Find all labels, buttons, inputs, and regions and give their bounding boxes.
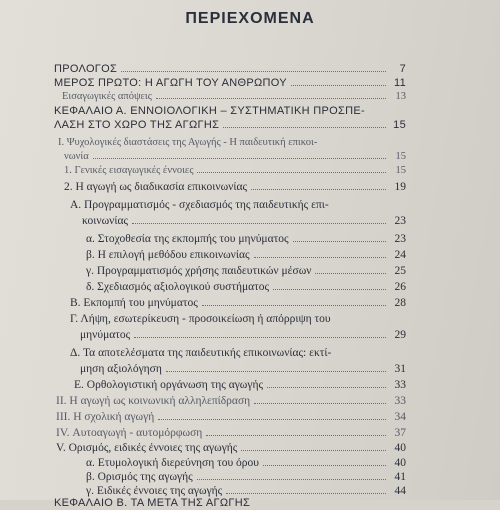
dot-leader (121, 71, 386, 72)
dot-leader (273, 289, 386, 290)
toc-entry (62, 90, 406, 104)
toc-entry-text: ΚΕΦΑΛΑΙΟ Α. ΕΝΝΟΙΟΛΟΓΙΚΗ – ΣΥΣΤΗΜΑΤΙΚΗ ΠΡΟΣΠΕ- (54, 105, 365, 117)
toc-entry-text: ΜΕΡΟΣ ΠΡΩΤΟ: Η ΑΓΩΓΗ ΤΟΥ ΑΝΘΡΩΠΟΥ (54, 77, 287, 89)
toc-entry-page: 28 (394, 297, 406, 309)
dot-leader (241, 450, 386, 451)
toc-entry (86, 264, 406, 278)
toc-entry-text: Εισαγωγικές απόψεις (62, 91, 152, 102)
toc-entry (86, 470, 406, 484)
dot-leader (197, 479, 386, 480)
toc-entry-text: νωνία (64, 151, 89, 162)
dot-leader (134, 337, 386, 338)
toc-entry-text: II. Η αγωγή ως κοινωνική αλληλεπίδραση (56, 395, 251, 407)
toc-entry-text: Β. Εκπομπή του μηνύματος (70, 297, 198, 309)
dot-leader (223, 127, 386, 128)
toc-entry (80, 362, 406, 376)
toc-entry-page: 11 (393, 77, 406, 89)
toc-entry (86, 232, 406, 246)
toc-entry (56, 394, 406, 408)
dot-leader (202, 305, 386, 306)
toc-entry (58, 136, 406, 150)
toc-entry-page: 37 (394, 427, 406, 439)
dot-leader (226, 493, 386, 494)
page-title: ΠΕΡΙΕΧΟΜΕΝΑ (185, 10, 315, 27)
toc-entry-page: 34 (394, 411, 406, 423)
toc-entry-page: 40 (394, 442, 406, 454)
toc-entry-page: 25 (394, 265, 406, 277)
toc-entry-page: 24 (394, 249, 406, 261)
toc-entry (56, 410, 406, 424)
toc-entry-text: 2. Η αγωγή ως διαδικασία επικοινωνίας (64, 181, 248, 193)
toc-entry-page: 29 (394, 329, 406, 341)
dot-leader (93, 158, 386, 159)
dot-leader (156, 98, 386, 99)
toc-entry (86, 280, 406, 294)
toc-entry-page: 41 (394, 471, 406, 483)
toc-entry-page: 40 (394, 457, 406, 469)
toc-entry-page: 44 (394, 485, 406, 497)
toc-entry-text: β. Ορισμός της αγωγής (86, 471, 193, 483)
dot-leader (254, 403, 386, 404)
toc-entry (54, 104, 406, 118)
dot-leader (254, 257, 386, 258)
toc-entry (70, 312, 406, 326)
toc-entry-text: α. Στοχοθεσία της εκπομπής του μηνύματος (86, 233, 289, 245)
toc-entry-page: 23 (394, 233, 406, 245)
toc-entry-text: V. Ορισμός, ειδικές έννοιες της αγωγής (56, 442, 238, 454)
dot-leader (251, 189, 386, 190)
toc-entry (70, 296, 406, 310)
toc-entry (64, 180, 406, 194)
toc-entry-text: ΚΕΦΑΛΑΙΟ Β. ΤΑ ΜΕΤΑ ΤΗΣ ΑΓΩΓΗΣ (54, 497, 251, 509)
toc-entry-text: μηση αξιολόγηση (80, 363, 162, 375)
toc-entry (70, 198, 406, 212)
toc-entry-text: IV. Αυτοαγωγή - αυτομόρφωση (56, 427, 203, 439)
toc-entry-text: γ. Προγραμματισμός χρήσης παιδευτικών μέσων (86, 265, 312, 277)
toc-entry-text: 1. Γενικές εισαγωγικές έννοιες (64, 165, 194, 176)
toc-entry (56, 441, 406, 455)
toc-entry-text: Ε. Ορθολογιστική οργάνωση της αγωγής (74, 379, 264, 391)
toc-entry (54, 62, 406, 76)
dot-leader (158, 419, 386, 420)
toc-entry-page: 31 (394, 363, 406, 375)
dot-leader (315, 273, 386, 274)
toc-entry-page: 33 (394, 395, 406, 407)
dot-leader (291, 85, 386, 86)
toc-entry-text: δ. Σχεδιασμός αξιολογικού συστήματος (86, 281, 270, 293)
toc-entry (86, 248, 406, 262)
toc-entry (86, 456, 406, 470)
toc-entry-page: 15 (393, 119, 406, 131)
dot-leader (263, 465, 386, 466)
toc-entry (64, 150, 406, 164)
toc-entry-text: III. Η σχολική αγωγή (56, 411, 155, 423)
toc-entry-text: γ. Ειδικές έννοιες της αγωγής (86, 485, 223, 497)
toc-entry (74, 378, 406, 392)
toc-entry (54, 118, 406, 132)
toc-entry-page: 33 (394, 379, 406, 391)
toc-entry (64, 164, 406, 178)
dot-leader (267, 387, 386, 388)
toc-entry-text: Γ. Λήψη, εσωτερίκευση - προσοικείωση ή απόρριψη του (70, 313, 331, 325)
toc-entry-text: Δ. Τα αποτελέσματα της παιδευτικής επικοινωνίας: εκτί- (70, 347, 332, 359)
toc-entry-page: 15 (395, 165, 406, 176)
toc-entry-text: α. Ετυμολογική διερεύνηση του όρου (86, 457, 259, 469)
dot-leader (166, 371, 386, 372)
toc-entry-text: ΠΡΟΛΟΓΟΣ (54, 63, 118, 75)
toc-entry (82, 214, 406, 228)
toc-entry (80, 328, 406, 342)
toc-entry-text: κοινωνίας (82, 215, 129, 227)
toc-entry-text: β. Η επιλογή μεθόδου επικοινωνίας (86, 249, 250, 261)
toc-entry (56, 426, 406, 440)
dot-leader (132, 223, 386, 224)
dot-leader (293, 241, 386, 242)
dot-leader (206, 435, 386, 436)
toc-entry-text: μηνύματος (80, 329, 131, 341)
toc-entry-page: 7 (399, 63, 406, 75)
toc-entry-page: 15 (395, 151, 406, 162)
toc-entry-text: I. Ψυχολογικές διαστάσεις της Αγωγής - Η παιδευτική επικοι- (58, 137, 318, 148)
toc-entry-text: Α. Προγραμματισμός - σχεδιασμός της παιδευτικής επι- (70, 199, 329, 211)
toc-entry (70, 346, 406, 360)
toc-entry-text: ΛΑΣΗ ΣΤΟ ΧΩΡΟ ΤΗΣ ΑΓΩΓΗΣ (54, 119, 220, 131)
toc-entry (54, 496, 406, 510)
toc-entry-page: 26 (394, 281, 406, 293)
toc-entry-page: 23 (394, 215, 406, 227)
toc-entry (54, 76, 406, 90)
toc-entry-page: 13 (395, 91, 406, 102)
dot-leader (197, 172, 386, 173)
toc-entry-page: 19 (394, 181, 406, 193)
